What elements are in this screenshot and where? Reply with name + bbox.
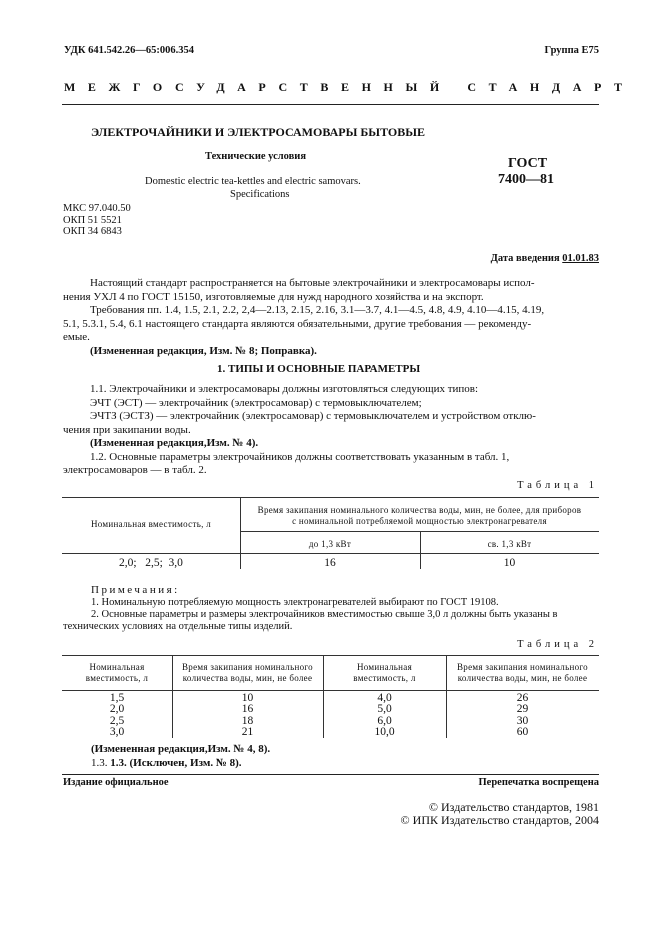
intro-p2-line1: Требования пп. 1.4, 1.5, 2.1, 2.2, 2,4—2.13, 2.15, 2.16, 3.1—3.7, 4.1—4.5, 4.8, 4.9, 4.10—4.15, 4.19, xyxy=(90,304,545,316)
table2-h2-line1: Время закипания номинального xyxy=(182,662,313,672)
table1-capacity: 2,0; 2,5; 3,0 xyxy=(119,557,183,569)
amendment-4: (Измененная редакция,Изм. № 4). xyxy=(90,437,259,449)
table2-cell: 5,0 xyxy=(377,703,392,716)
interstate-standard-banner: МЕЖГОСУДАРСТВЕННЫЙ СТАНДАРТ xyxy=(64,80,635,94)
header-rule xyxy=(62,104,599,105)
table1-time-high: 10 xyxy=(503,557,516,569)
table2-cell: 30 xyxy=(516,714,529,727)
table1-group-header-line1: Время закипания номинального количества воды, мин, не более, для приборов xyxy=(257,505,582,515)
effective-date xyxy=(491,253,599,264)
gost-number: 7400—81 xyxy=(498,172,554,187)
official-edition: Издание официальное xyxy=(63,777,169,788)
table2-cell: 6,0 xyxy=(377,714,392,727)
table2-h4 xyxy=(446,662,599,684)
table2-col2 xyxy=(172,693,323,739)
p12-line2: электросамоваров — в табл. 2. xyxy=(63,464,207,476)
table2-h1-line2: вместимость, л xyxy=(85,673,149,683)
document-subtitle: Технические условия xyxy=(205,151,307,162)
intro-text xyxy=(63,277,599,358)
intro-p1-line2: нения УХЛ 4 по ГОСТ 15150, изготовляемые для нужд народного хозяйства и на экспорт. xyxy=(63,290,484,303)
table2-cell: 10 xyxy=(241,692,254,704)
table2-cell: 10,0 xyxy=(374,726,395,739)
p11-type-b-line1: ЭЧТЗ (ЭСТЗ) — электрочайник (электросамовар) с термовыключателем и устройством отклю- xyxy=(90,410,536,422)
amendment-4-8: (Измененная редакция,Изм. № 4, 8). xyxy=(91,743,271,755)
section1-text xyxy=(63,383,599,478)
table2-h3-line2: вместимость, л xyxy=(353,673,416,683)
table2-h2 xyxy=(172,662,323,684)
section1-heading: 1. ТИПЫ И ОСНОВНЫЕ ПАРАМЕТРЫ xyxy=(217,363,421,375)
table2-cell: 3,0 xyxy=(109,726,125,739)
table2-col3 xyxy=(323,693,446,739)
table1-caption: Таблица 1 xyxy=(517,480,598,491)
footer-rule xyxy=(62,774,599,775)
table2-top-rule xyxy=(62,655,599,656)
table2-h4-line1: Время закипания номинального xyxy=(457,662,588,672)
code-okp-2: ОКП 34 6843 xyxy=(63,226,122,237)
table2-cell: 60 xyxy=(516,726,529,739)
table2-cell: 26 xyxy=(516,692,529,704)
effective-date-label: Дата введения xyxy=(490,253,560,264)
table1-group-header-line2: с номинальной потребляемой мощностью электронагревателя xyxy=(292,516,547,526)
table2-caption: Таблица 2 xyxy=(517,639,598,650)
classification-codes xyxy=(63,203,131,238)
table1-time-low: 16 xyxy=(324,557,336,569)
table2-h3 xyxy=(323,662,446,684)
p11-type-a: ЭЧТ (ЭСТ) — электрочайник (электросамовар) с термовыключателем; xyxy=(90,396,422,409)
table1-header-bottom-rule xyxy=(62,553,599,554)
english-title-line1: Domestic electric tea-kettles and electric samovars. xyxy=(145,176,361,187)
code-mks: МКС 97.040.50 xyxy=(63,203,131,214)
table2-col1 xyxy=(62,693,172,739)
table2-cell: 2,5 xyxy=(109,714,125,727)
note-2-line1: 2. Основные параметры и размеры электрочайников вместимостью свыше 3,0 л должны быть указаны в xyxy=(91,609,558,620)
table2-h3-line1: Номинальная xyxy=(356,662,413,672)
table2-h1 xyxy=(62,662,172,684)
table1-col1-header: Номинальная вместимость, л xyxy=(90,519,212,529)
table2-header-bottom-rule xyxy=(62,690,599,691)
table2-h1-line1: Номинальная xyxy=(89,662,145,672)
table2-col4 xyxy=(446,693,599,739)
group-code: Группа Е75 xyxy=(544,45,599,56)
p11-line: 1.1. Электрочайники и электросамовары должны изготовляться следующих типов: xyxy=(90,383,479,395)
udk-code: УДК 641.542.26—65:006.354 xyxy=(64,45,194,56)
table1-top-rule xyxy=(62,497,599,498)
table2-cell: 29 xyxy=(516,703,529,716)
code-okp-1: ОКП 51 5521 xyxy=(63,214,122,226)
intro-amendment: (Измененная редакция, Изм. № 8; Поправка). xyxy=(90,344,317,357)
note-1: 1. Номинальную потребляемую мощность электронагревателей выбирают по ГОСТ 19108. xyxy=(91,597,499,608)
table2-cell: 18 xyxy=(241,714,254,727)
copyright-2004: © ИПК Издательство стандартов, 2004 xyxy=(400,813,599,827)
p13-line: 1.3. 1.3. (Исключен, Изм. № 8). xyxy=(91,757,242,769)
p13-excluded: 1.3. (Исключен, Изм. № 8). xyxy=(110,757,242,769)
table2-cell: 16 xyxy=(241,703,254,716)
notes-heading: Примечания: xyxy=(91,584,180,596)
table2-cell: 21 xyxy=(241,726,254,739)
document-title: ЭЛЕКТРОЧАЙНИКИ И ЭЛЕКТРОСАМОВАРЫ БЫТОВЫЕ xyxy=(91,125,426,139)
intro-p1-line1: Настоящий стандарт распространяется на бытовые электрочайники и электросамовары испол- xyxy=(90,277,535,289)
gost-label: ГОСТ xyxy=(508,156,548,171)
table2-cell: 4,0 xyxy=(377,692,392,704)
intro-p2-line2: 5.1, 5.3.1, 5.4, 6.1 настоящего стандарта являются обязательными, другие требования — рекоменду- xyxy=(63,317,532,330)
table1-sub2: св. 1,3 кВт xyxy=(487,539,532,549)
table1-group-header xyxy=(240,505,599,527)
copyright-1981: © Издательство стандартов, 1981 xyxy=(428,800,599,814)
table2-cell: 1,5 xyxy=(109,692,125,704)
english-title-line2: Specifications xyxy=(230,189,290,200)
p11-type-b-line2: чения при закипании воды. xyxy=(63,423,191,436)
table2-h4-line2: количества воды, мин, не более xyxy=(457,673,588,683)
p12-line1: 1.2. Основные параметры электрочайников должны соответствовать указанным в табл. 1, xyxy=(90,450,510,463)
table2-cell: 2,0 xyxy=(109,703,125,716)
reprint-prohibited: Перепечатка воспрещена xyxy=(478,777,599,788)
effective-date-value: 01.01.83 xyxy=(562,253,599,264)
table1-sub1: до 1,3 кВт xyxy=(308,539,352,549)
table2-h2-line2: количества воды, мин, не более xyxy=(182,673,313,683)
note-2-line2: технических условиях на отдельные типы изделий. xyxy=(63,621,293,632)
intro-p2-line3: емые. xyxy=(63,331,90,343)
